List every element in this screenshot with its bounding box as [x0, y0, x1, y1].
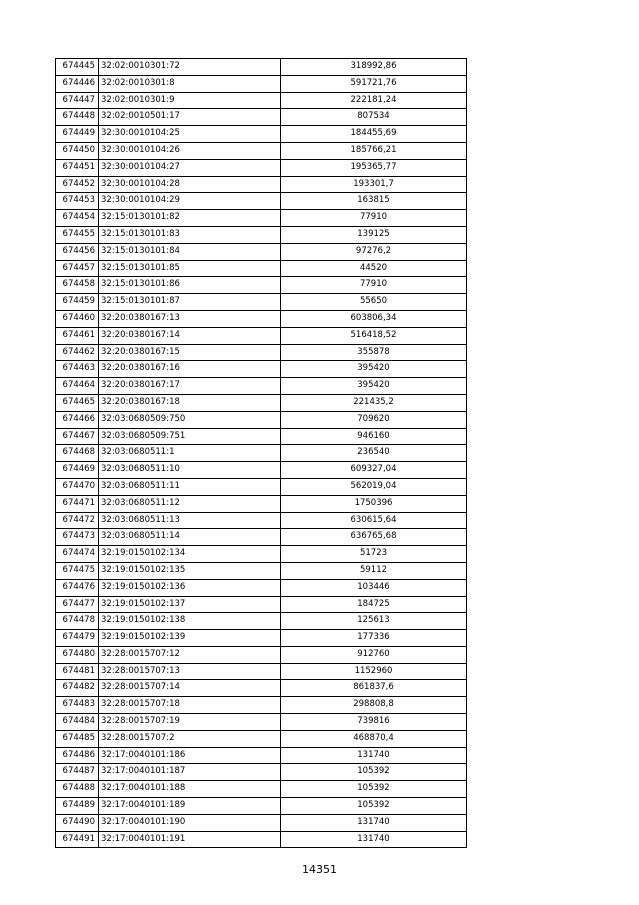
- row-number-cell: 674459: [56, 294, 99, 311]
- cadastral-number-cell: 32:03:0680511:1: [99, 445, 281, 462]
- row-number-cell: 674479: [56, 630, 99, 647]
- value-cell: 395420: [281, 361, 467, 378]
- cadastral-number-cell: 32:03:0680511:13: [99, 512, 281, 529]
- value-cell: 103446: [281, 579, 467, 596]
- table-row: [56, 344, 467, 361]
- cadastral-number-cell: 32:20:0380167:16: [99, 361, 281, 378]
- table-row: [56, 445, 467, 462]
- row-number-cell: 674470: [56, 478, 99, 495]
- value-cell: 236540: [281, 445, 467, 462]
- value-cell: 77910: [281, 210, 467, 227]
- row-number-cell: 674466: [56, 411, 99, 428]
- row-number-cell: 674474: [56, 546, 99, 563]
- table-row: [56, 428, 467, 445]
- value-cell: 105392: [281, 781, 467, 798]
- row-number-cell: 674458: [56, 277, 99, 294]
- value-cell: 468870,4: [281, 730, 467, 747]
- table-row: [56, 680, 467, 697]
- cadastral-number-cell: 32:17:0040101:191: [99, 831, 281, 848]
- row-number-cell: 674465: [56, 394, 99, 411]
- row-number-cell: 674471: [56, 495, 99, 512]
- row-number-cell: 674452: [56, 176, 99, 193]
- cadastral-number-cell: 32:19:0150102:134: [99, 546, 281, 563]
- table-row: [56, 562, 467, 579]
- table-row: [56, 92, 467, 109]
- value-cell: 195365,77: [281, 159, 467, 176]
- row-number-cell: 674485: [56, 730, 99, 747]
- page-number: 14351: [302, 863, 337, 876]
- cadastral-number-cell: 32:17:0040101:187: [99, 764, 281, 781]
- row-number-cell: 674451: [56, 159, 99, 176]
- value-cell: 395420: [281, 378, 467, 395]
- value-cell: 77910: [281, 277, 467, 294]
- value-cell: 125613: [281, 613, 467, 630]
- cadastral-number-cell: 32:30:0010104:27: [99, 159, 281, 176]
- cadastral-number-cell: 32:28:0015707:18: [99, 697, 281, 714]
- table-row: [56, 109, 467, 126]
- row-number-cell: 674449: [56, 126, 99, 143]
- table-row: [56, 210, 467, 227]
- table-row: [56, 226, 467, 243]
- table-row: [56, 394, 467, 411]
- row-number-cell: 674467: [56, 428, 99, 445]
- cadastral-number-cell: 32:20:0380167:15: [99, 344, 281, 361]
- cadastral-number-cell: 32:28:0015707:19: [99, 714, 281, 731]
- cadastral-number-cell: 32:03:0680509:751: [99, 428, 281, 445]
- table-row: [56, 142, 467, 159]
- table-row: [56, 747, 467, 764]
- row-number-cell: 674475: [56, 562, 99, 579]
- value-cell: 185766,21: [281, 142, 467, 159]
- value-cell: 562019,04: [281, 478, 467, 495]
- row-number-cell: 674461: [56, 327, 99, 344]
- value-cell: 603806,34: [281, 310, 467, 327]
- row-number-cell: 674448: [56, 109, 99, 126]
- value-cell: 1152960: [281, 663, 467, 680]
- row-number-cell: 674489: [56, 798, 99, 815]
- table-row: [56, 378, 467, 395]
- cadastral-number-cell: 32:19:0150102:137: [99, 596, 281, 613]
- value-cell: 222181,24: [281, 92, 467, 109]
- table-row: [56, 697, 467, 714]
- row-number-cell: 674450: [56, 142, 99, 159]
- cadastral-number-cell: 32:15:0130101:84: [99, 243, 281, 260]
- row-number-cell: 674457: [56, 260, 99, 277]
- value-cell: 861837,6: [281, 680, 467, 697]
- cadastral-number-cell: 32:03:0680511:11: [99, 478, 281, 495]
- cadastral-number-cell: 32:15:0130101:82: [99, 210, 281, 227]
- value-cell: 516418,52: [281, 327, 467, 344]
- row-number-cell: 674482: [56, 680, 99, 697]
- table-row: [56, 159, 467, 176]
- value-cell: 139125: [281, 226, 467, 243]
- row-number-cell: 674468: [56, 445, 99, 462]
- cadastral-number-cell: 32:28:0015707:14: [99, 680, 281, 697]
- row-number-cell: 674447: [56, 92, 99, 109]
- row-number-cell: 674483: [56, 697, 99, 714]
- table-row: [56, 546, 467, 563]
- table-row: [56, 798, 467, 815]
- value-cell: 177336: [281, 630, 467, 647]
- table-row: [56, 529, 467, 546]
- value-cell: 184725: [281, 596, 467, 613]
- table-row: [56, 260, 467, 277]
- cadastral-number-cell: 32:30:0010104:29: [99, 193, 281, 210]
- row-number-cell: 674491: [56, 831, 99, 848]
- row-number-cell: 674469: [56, 462, 99, 479]
- value-cell: 193301,7: [281, 176, 467, 193]
- row-number-cell: 674484: [56, 714, 99, 731]
- value-cell: 298808,8: [281, 697, 467, 714]
- cadastral-number-cell: 32:30:0010104:28: [99, 176, 281, 193]
- row-number-cell: 674490: [56, 814, 99, 831]
- value-cell: 221435,2: [281, 394, 467, 411]
- cadastral-number-cell: 32:17:0040101:188: [99, 781, 281, 798]
- value-cell: 1750396: [281, 495, 467, 512]
- row-number-cell: 674456: [56, 243, 99, 260]
- cadastral-number-cell: 32:02:0010301:9: [99, 92, 281, 109]
- table-row: [56, 663, 467, 680]
- row-number-cell: 674478: [56, 613, 99, 630]
- table-row: [56, 294, 467, 311]
- cadastral-number-cell: 32:28:0015707:12: [99, 646, 281, 663]
- cadastral-number-cell: 32:02:0010301:8: [99, 75, 281, 92]
- table-body: [56, 59, 467, 848]
- row-number-cell: 674454: [56, 210, 99, 227]
- table-row: [56, 462, 467, 479]
- table-row: [56, 630, 467, 647]
- row-number-cell: 674487: [56, 764, 99, 781]
- table-row: [56, 411, 467, 428]
- table-row: [56, 831, 467, 848]
- cadastral-number-cell: 32:30:0010104:25: [99, 126, 281, 143]
- cadastral-number-cell: 32:03:0680509:750: [99, 411, 281, 428]
- table-row: [56, 277, 467, 294]
- table-row: [56, 126, 467, 143]
- value-cell: 44520: [281, 260, 467, 277]
- table-row: [56, 714, 467, 731]
- cadastral-number-cell: 32:17:0040101:189: [99, 798, 281, 815]
- table-row: [56, 781, 467, 798]
- cadastral-number-cell: 32:20:0380167:18: [99, 394, 281, 411]
- row-number-cell: 674473: [56, 529, 99, 546]
- value-cell: 946160: [281, 428, 467, 445]
- table-row: [56, 596, 467, 613]
- cadastral-number-cell: 32:20:0380167:14: [99, 327, 281, 344]
- table-row: [56, 59, 467, 76]
- cadastral-number-cell: 32:15:0130101:83: [99, 226, 281, 243]
- table-row: [56, 327, 467, 344]
- row-number-cell: 674446: [56, 75, 99, 92]
- row-number-cell: 674476: [56, 579, 99, 596]
- value-cell: 912760: [281, 646, 467, 663]
- row-number-cell: 674477: [56, 596, 99, 613]
- row-number-cell: 674481: [56, 663, 99, 680]
- value-cell: 97276,2: [281, 243, 467, 260]
- value-cell: 105392: [281, 798, 467, 815]
- value-cell: 51723: [281, 546, 467, 563]
- value-cell: 630615,64: [281, 512, 467, 529]
- cadastral-number-cell: 32:15:0130101:85: [99, 260, 281, 277]
- row-number-cell: 674486: [56, 747, 99, 764]
- row-number-cell: 674463: [56, 361, 99, 378]
- value-cell: 131740: [281, 814, 467, 831]
- cadastral-number-cell: 32:19:0150102:138: [99, 613, 281, 630]
- row-number-cell: 674464: [56, 378, 99, 395]
- row-number-cell: 674455: [56, 226, 99, 243]
- cadastral-number-cell: 32:03:0680511:12: [99, 495, 281, 512]
- value-cell: 184455,69: [281, 126, 467, 143]
- table-row: [56, 512, 467, 529]
- table-row: [56, 579, 467, 596]
- value-cell: 709620: [281, 411, 467, 428]
- value-cell: 739816: [281, 714, 467, 731]
- value-cell: 163815: [281, 193, 467, 210]
- row-number-cell: 674445: [56, 59, 99, 76]
- table-row: [56, 730, 467, 747]
- row-number-cell: 674480: [56, 646, 99, 663]
- row-number-cell: 674472: [56, 512, 99, 529]
- cadastral-number-cell: 32:19:0150102:136: [99, 579, 281, 596]
- value-cell: 131740: [281, 831, 467, 848]
- cadastral-number-cell: 32:20:0380167:13: [99, 310, 281, 327]
- cadastral-number-cell: 32:15:0130101:87: [99, 294, 281, 311]
- row-number-cell: 674462: [56, 344, 99, 361]
- cadastral-number-cell: 32:17:0040101:186: [99, 747, 281, 764]
- cadastral-number-cell: 32:28:0015707:2: [99, 730, 281, 747]
- value-cell: 591721,76: [281, 75, 467, 92]
- value-cell: 131740: [281, 747, 467, 764]
- row-number-cell: 674453: [56, 193, 99, 210]
- cadastral-number-cell: 32:15:0130101:86: [99, 277, 281, 294]
- table-row: [56, 613, 467, 630]
- cadastral-number-cell: 32:02:0010501:17: [99, 109, 281, 126]
- table-row: [56, 495, 467, 512]
- cadastral-number-cell: 32:03:0680511:10: [99, 462, 281, 479]
- cadastral-number-cell: 32:30:0010104:26: [99, 142, 281, 159]
- value-cell: 807534: [281, 109, 467, 126]
- table-row: [56, 361, 467, 378]
- value-cell: 59112: [281, 562, 467, 579]
- value-cell: 355878: [281, 344, 467, 361]
- cadastral-number-cell: 32:17:0040101:190: [99, 814, 281, 831]
- table-row: [56, 243, 467, 260]
- row-number-cell: 674488: [56, 781, 99, 798]
- value-cell: 105392: [281, 764, 467, 781]
- table-row: [56, 75, 467, 92]
- table-row: [56, 814, 467, 831]
- value-cell: 55650: [281, 294, 467, 311]
- table-row: [56, 646, 467, 663]
- cadastral-value-table: [55, 58, 467, 848]
- table-row: [56, 764, 467, 781]
- cadastral-number-cell: 32:28:0015707:13: [99, 663, 281, 680]
- value-cell: 636765,68: [281, 529, 467, 546]
- cadastral-number-cell: 32:03:0680511:14: [99, 529, 281, 546]
- table-row: [56, 176, 467, 193]
- value-cell: 318992,86: [281, 59, 467, 76]
- cadastral-number-cell: 32:19:0150102:139: [99, 630, 281, 647]
- value-cell: 609327,04: [281, 462, 467, 479]
- table-row: [56, 310, 467, 327]
- cadastral-number-cell: 32:02:0010301:72: [99, 59, 281, 76]
- cadastral-number-cell: 32:19:0150102:135: [99, 562, 281, 579]
- row-number-cell: 674460: [56, 310, 99, 327]
- cadastral-number-cell: 32:20:0380167:17: [99, 378, 281, 395]
- table-row: [56, 478, 467, 495]
- table-row: [56, 193, 467, 210]
